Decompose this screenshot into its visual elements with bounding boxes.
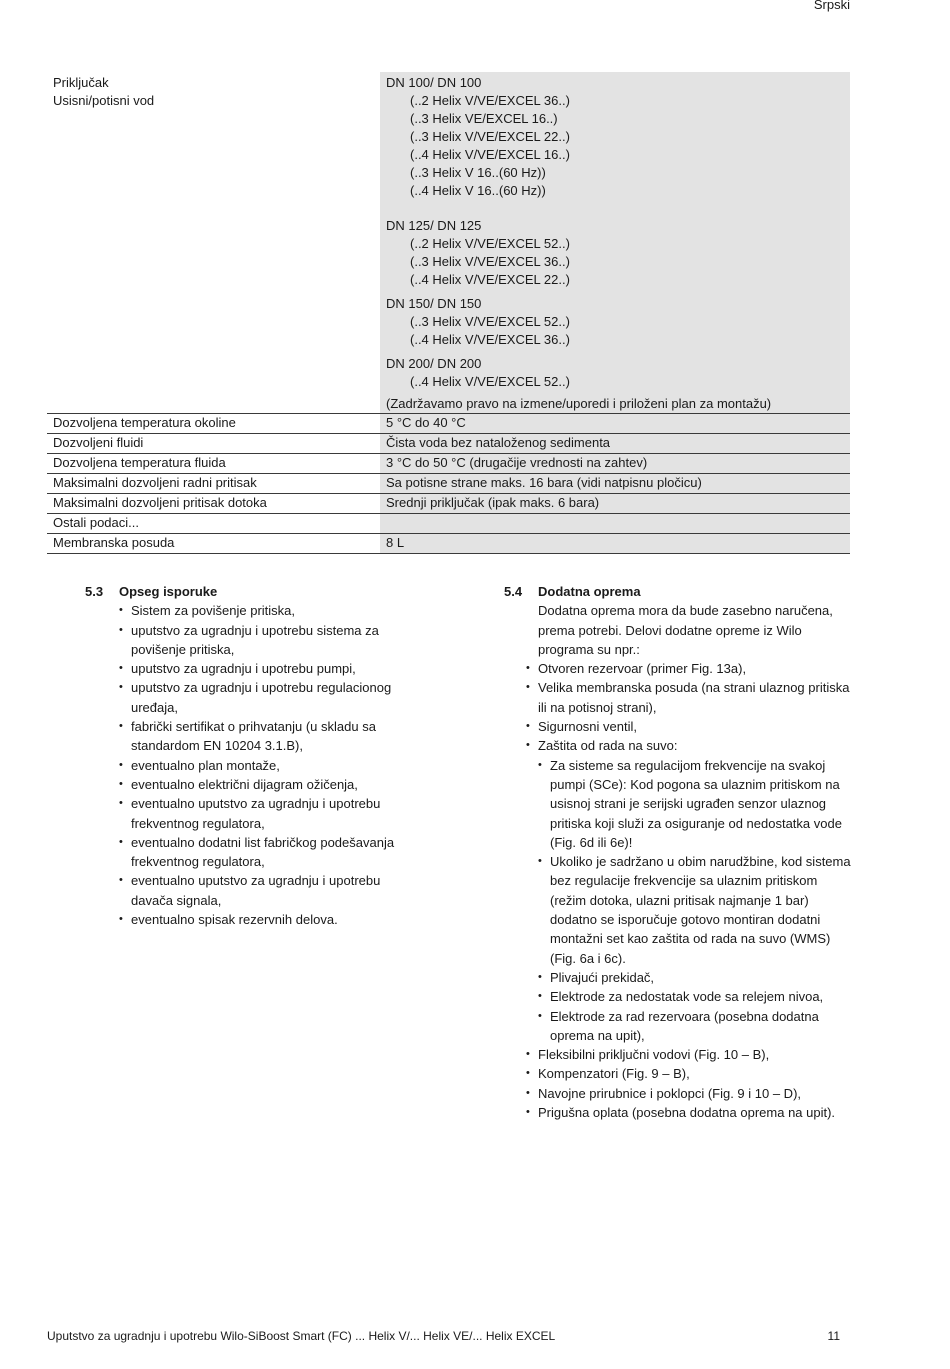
section-number: 5.4 bbox=[504, 584, 523, 599]
connection-label-line2: Usisni/potisni vod bbox=[53, 93, 155, 108]
footer-text: Uputstvo za ugradnju i upotrebu Wilo-SiBoost Smart (FC) ... Helix V/... Helix VE/... Helix EXCEL bbox=[47, 1329, 556, 1343]
section-title: Dodatna oprema bbox=[538, 584, 641, 599]
list-item: • fabrički sertifikat o prihvatanju (u skladu sa standardom EN 10204 3.1.B), bbox=[119, 717, 420, 756]
dn-size: DN 200/ DN 200 bbox=[386, 356, 482, 371]
row-label: Maksimalni dozvoljeni pritisak dotoka bbox=[53, 495, 267, 510]
list-item: • eventualno spisak rezervnih delova. bbox=[119, 910, 420, 929]
table-note: (Zadržavamo pravo na izmene/uporedi i priloženi plan za montažu) bbox=[386, 396, 772, 411]
row-label: Dozvoljena temperatura fluida bbox=[53, 455, 226, 470]
connection-label bbox=[47, 72, 380, 413]
row-value: Sa potisne strane maks. 16 bara (vidi natpisnu pločicu) bbox=[380, 474, 850, 493]
dn-model: (..4 Helix V/VE/EXCEL 16..) bbox=[410, 147, 570, 162]
row-value: Srednji priključak (ipak maks. 6 bara) bbox=[380, 494, 850, 513]
sub-list-item: • Elektrode za nedostatak vode sa relejem nivoa, bbox=[538, 987, 854, 1006]
table-row bbox=[47, 534, 850, 554]
list-item: • uputstvo za ugradnju i upotrebu sistema za povišenje pritiska, bbox=[119, 621, 420, 660]
dn-model: (..2 Helix V/VE/EXCEL 52..) bbox=[410, 236, 570, 251]
section-title: Opseg isporuke bbox=[119, 584, 218, 599]
list-item: • eventualno električni dijagram ožičenja, bbox=[119, 775, 420, 794]
section-number: 5.3 bbox=[85, 584, 104, 599]
page-footer bbox=[47, 1328, 840, 1344]
row-value bbox=[380, 514, 850, 533]
dn-model: (..3 Helix VE/EXCEL 16..) bbox=[410, 111, 558, 126]
dn-group bbox=[386, 355, 850, 391]
row-label: Dozvoljena temperatura okoline bbox=[53, 415, 236, 430]
list-item: • Fleksibilni priključni vodovi (Fig. 10 – B), bbox=[526, 1045, 854, 1064]
sub-list-item: • Ukoliko je sadržano u obim narudžbine, kod sistema bez regulacije frekvencije sa ulaznim pritiskom (režim dotoka, ulazni pritisak najmanje 1 bar) dodatno se isporučuje gotovo montiran dodatni montažni set kao zaštita od rada na suvo (WMS) (Fig. 6a i 6c). bbox=[538, 852, 854, 968]
dn-size: DN 100/ DN 100 bbox=[386, 75, 482, 90]
dn-model: (..4 Helix V 16..(60 Hz)) bbox=[410, 183, 546, 198]
list-item: • Sigurnosni ventil, bbox=[526, 717, 854, 736]
section-intro: Dodatna oprema mora da bude zasebno naručena, prema potrebi. Delovi dodatne opreme iz Wilo programa su npr.: bbox=[538, 603, 833, 657]
table-row bbox=[47, 494, 850, 514]
list-item: • Velika membranska posuda (na strani ulaznog pritiska ili na potisnoj strani), bbox=[526, 678, 854, 717]
row-label: Membranska posuda bbox=[53, 535, 175, 550]
dn-model: (..4 Helix V/VE/EXCEL 52..) bbox=[410, 374, 570, 389]
dn-group bbox=[386, 217, 850, 289]
page-number: 11 bbox=[827, 1329, 840, 1343]
dn-group bbox=[386, 74, 850, 200]
dn-model: (..4 Helix V/VE/EXCEL 36..) bbox=[410, 332, 570, 347]
list-item: • uputstvo za ugradnju i upotrebu pumpi, bbox=[119, 659, 420, 678]
dn-model: (..2 Helix V/VE/EXCEL 36..) bbox=[410, 93, 570, 108]
table-row bbox=[47, 514, 850, 534]
dn-model: (..3 Helix V/VE/EXCEL 52..) bbox=[410, 314, 570, 329]
dn-model: (..3 Helix V/VE/EXCEL 22..) bbox=[410, 129, 570, 144]
list-item: • eventualno dodatni list fabričkog podešavanja frekventnog regulatora, bbox=[119, 833, 420, 872]
dry-run-sublist bbox=[538, 756, 854, 1045]
list-item: • Kompenzatori (Fig. 9 – B), bbox=[526, 1064, 854, 1083]
dn-size: DN 125/ DN 125 bbox=[386, 218, 482, 233]
list-item: • Navojne prirubnice i poklopci (Fig. 9 i 10 – D), bbox=[526, 1084, 854, 1103]
accessories-list bbox=[526, 659, 854, 1122]
list-item: • eventualno uputstvo za ugradnju i upotrebu davača signala, bbox=[119, 871, 420, 910]
dn-model: (..4 Helix V/VE/EXCEL 22..) bbox=[410, 272, 570, 287]
table-row bbox=[47, 454, 850, 474]
section-accessories bbox=[504, 582, 854, 1122]
row-value: Čista voda bez nataloženog sedimenta bbox=[380, 434, 850, 453]
dn-size: DN 150/ DN 150 bbox=[386, 296, 482, 311]
spec-table bbox=[47, 72, 850, 554]
row-value: 3 °C do 50 °C (drugačije vrednosti na zahtev) bbox=[380, 454, 850, 473]
dn-model: (..3 Helix V/VE/EXCEL 36..) bbox=[410, 254, 570, 269]
list-item bbox=[526, 736, 854, 1045]
table-row bbox=[47, 434, 850, 454]
section-scope-of-delivery bbox=[85, 582, 420, 929]
row-label: Maksimalni dozvoljeni radni pritisak bbox=[53, 475, 257, 490]
list-item: • eventualno uputstvo za ugradnju i upotrebu frekventnog regulatora, bbox=[119, 794, 420, 833]
list-item-text: Zaštita od rada na suvo: bbox=[538, 738, 678, 754]
delivery-list bbox=[119, 601, 420, 929]
sub-list-item: • Plivajući prekidač, bbox=[538, 968, 854, 987]
connection-values bbox=[380, 72, 850, 413]
sub-list-item: • Za sisteme sa regulacijom frekvencije na svakoj pumpi (SCe): Kod pogona sa ulaznim pritiskom na usisnoj strani je serijski ugrađen senzor ulaznog pritiska koji služi za osiguranje od nedostatka vode (Fig. 6d ili 6e)! bbox=[538, 756, 854, 852]
dn-group bbox=[386, 295, 850, 349]
row-value: 8 L bbox=[380, 534, 850, 553]
list-item: • Sistem za povišenje pritiska, bbox=[119, 601, 420, 620]
sub-list-item: • Elektrode za rad rezervoara (posebna dodatna oprema na upit), bbox=[538, 1007, 854, 1046]
list-item: • eventualno plan montaže, bbox=[119, 756, 420, 775]
row-value: 5 °C do 40 °C bbox=[380, 414, 850, 433]
row-label: Ostali podaci... bbox=[53, 515, 139, 530]
row-label: Dozvoljeni fluidi bbox=[53, 435, 144, 450]
table-row-connection bbox=[47, 72, 850, 414]
list-item: • Otvoren rezervoar (primer Fig. 13a), bbox=[526, 659, 854, 678]
table-row bbox=[47, 474, 850, 494]
table-row bbox=[47, 414, 850, 434]
dn-model: (..3 Helix V 16..(60 Hz)) bbox=[410, 165, 546, 180]
list-item: • Prigušna oplata (posebna dodatna oprema na upit). bbox=[526, 1103, 854, 1122]
connection-label-line1: Priključak bbox=[53, 75, 109, 90]
language-label: Srpski bbox=[813, 0, 850, 12]
list-item: • uputstvo za ugradnju i upotrebu regulacionog uređaja, bbox=[119, 678, 420, 717]
